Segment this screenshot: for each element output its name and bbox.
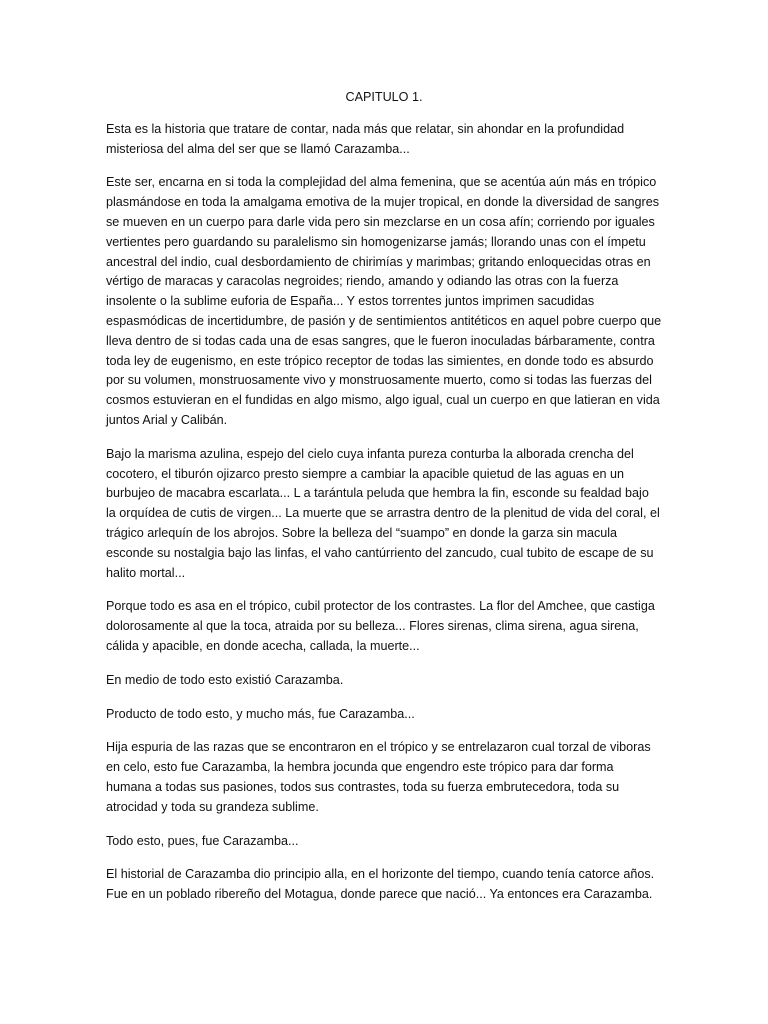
paragraph-1: Esta es la historia que tratare de contar, nada más que relatar, sin ahondar en la profundidad misteriosa del alma del ser que se llamó Carazamba... xyxy=(106,121,625,156)
document-body xyxy=(106,88,662,919)
paragraph-2: Este ser, encarna en si toda la complejidad del alma femenina, que se acentúa aún más en trópico plasmándose en toda la amalgama emotiva de la mujer tropical, en donde la diversidad de sangres se mueven en un cuerpo para darle vida pero sin mezclarse en un cosa afín; corriendo por iguales vertientes pero guardando su paralelismo sin homogenizarse jamás; llorando unas con el ímpetu ancestral del indio, cual desbordamiento de chirimías y marimbas; gritando enloquecidas otras en vértigo de maracas y caracolas negroides; riendo, amando y odiando las otras con la fuerza insolente o la sublime euforia de España... Y estos torrentes juntos imprimen sacudidas espasmódicas de incertidumbre, de pasión y de sentimientos antitéticos en aquel pobre cuerpo que lleva dentro de si todas cada una de esas sangres, que le fueron inoculadas bárbaramente, contra toda ley de eugenismo, en este trópico receptor de todas las simientes, en donde todo es absurdo por su volumen, monstruosamente vivo y monstruosamente muerto, como si todas las fuerzas del cosmos estuvieran en el fundidas en algo mismo, algo igual, cual un cuerpo en que latieran en vida juntos Arial y Calibán. xyxy=(106,175,662,427)
paragraph-3: Bajo la marisma azulina, espejo del cielo cuya infanta pureza conturba la alborada crencha del cocotero, el tiburón ojizarco presto siempre a cambiar la apacible quietud de las aguas en un burbujeo de macabra escarlata... L a tarántula peluda que hembra la fin, esconde su fealdad bajo la orquídea de cutis de virgen... La muerte que se arrastra dentro de la plenitud de vida del coral, el trágico arlequín de los abrojos. Sobre la belleza del “suampo” en donde la garza sin macula esconde su nostalgia bajo las linfas, el vaho cantúrriento del zancudo, cual tubito de escape de su halito mortal... xyxy=(106,446,660,580)
paragraph-4: Porque todo es asa en el trópico, cubil protector de los contrastes. La flor del Amchee, que castiga dolorosamente al que la toca, atraida por su belleza... Flores sirenas, clima sirena, agua sirena, cálida y apacible, en donde acecha, callada, la muerte... xyxy=(106,599,655,653)
paragraph-7: Hija espuria de las razas que se encontraron en el trópico y se entrelazaron cual torzal de viboras en celo, esto fue Carazamba, la hembra jocunda que engendro este trópico para dar forma humana a todas sus pasiones, todos sus contrastes, toda su fuerza embrutecedora, toda su atrocidad y toda su grandeza sublime. xyxy=(106,740,651,814)
paragraph-9: El historial de Carazamba dio principio alla, en el horizonte del tiempo, cuando tenía catorce años. Fue en un poblado ribereño del Motagua, donde parece que nació... Ya entonces era Carazamba. xyxy=(106,867,655,902)
paragraph-6: Producto de todo esto, y mucho más, fue Carazamba... xyxy=(106,706,415,721)
paragraph-5: En medio de todo esto existió Carazamba. xyxy=(106,672,344,687)
paragraph-8: Todo esto, pues, fue Carazamba... xyxy=(106,833,299,848)
chapter-title: CAPITULO 1. xyxy=(345,90,423,104)
